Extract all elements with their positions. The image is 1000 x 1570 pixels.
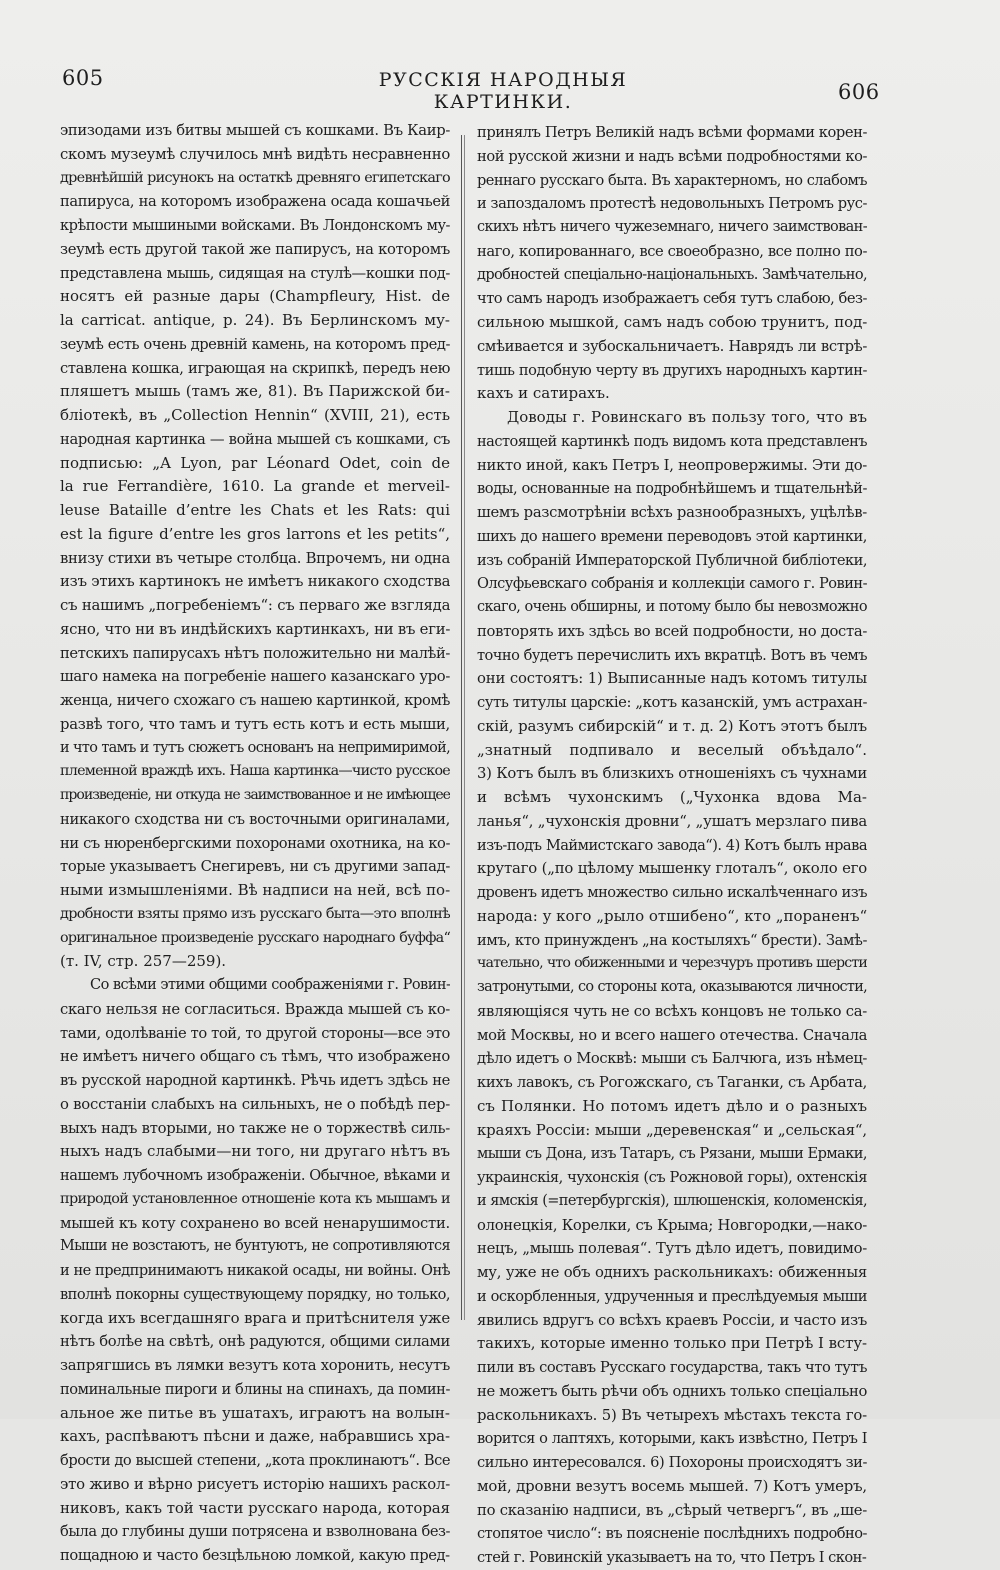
text-line: кихъ лавокъ, съ Рогожскаго, съ Таганки, съ Арбата, <box>477 1074 867 1091</box>
text-line: смѣивается и зубоскальничаетъ. Наврядъ ли встрѣ- <box>477 337 867 355</box>
text-line: мой, дровни везутъ восемь мышей. 7) Котъ умеръ, <box>477 1476 867 1495</box>
text-line: древнѣйшій рисунокъ на остаткѣ древняго египетскаго <box>60 169 450 186</box>
text-line: дробностей спеціально-національныхъ. Замѣчательно, <box>477 266 867 283</box>
text-line: мой Москвы, но и всего нашего отечества. Сначала <box>477 1026 867 1044</box>
text-line: женца, ничего схожаго съ нашею картинкой, кромѣ <box>60 692 450 709</box>
text-line: и запоздаломъ протестѣ недовольныхъ Петромъ рус- <box>477 195 867 213</box>
text-line: нѣтъ болѣе на свѣтѣ, онѣ радуются, общими силами <box>60 1333 450 1351</box>
text-line: носятъ ей разные дары (Champfleury, Hist. de <box>60 287 450 306</box>
column-divider <box>461 135 462 1320</box>
text-line: раскольникахъ. 5) Въ четырехъ мѣстахъ текста го- <box>477 1405 867 1424</box>
text-line: ной русской жизни и надъ всѣми подробностями ко- <box>477 147 867 165</box>
text-line: сильною мышкой, самъ надъ собою трунитъ, под- <box>477 313 867 331</box>
text-line: ворится о лаптяхъ, которыми, какъ извѣстно, Петръ I <box>477 1430 867 1448</box>
page-number-right: 606 <box>838 80 880 104</box>
text-line: это живо и вѣрно рисуетъ исторію нашихъ раскол- <box>60 1474 450 1493</box>
text-line: принялъ Петръ Великій надъ всѣми формами корен- <box>477 124 867 141</box>
text-line: нашемъ лубочномъ изображеніи. Обычное, вѣками и <box>60 1167 450 1184</box>
text-line: Мыши не возстаютъ, не бунтуютъ, не сопротивляются <box>60 1238 450 1255</box>
text-line: скихъ нѣтъ ничего чужеземнаго, ничего заимствован- <box>477 219 867 235</box>
text-line: Доводы г. Ровинскаго въ пользу того, что въ <box>507 408 867 426</box>
text-line: la carricat. antique, p. 24). Въ Берлинскомъ му- <box>60 311 450 329</box>
text-line: скаго, очень обширны, и потому было бы невозможно <box>477 599 867 615</box>
text-line: му, уже не объ однихъ раскольникахъ: обиженныя <box>477 1264 867 1281</box>
text-line: природой установленное отношеніе кота къ мышамъ и <box>60 1190 450 1207</box>
text-line: украинскія, чухонскія (съ Рожновой горы), охтенскія <box>477 1169 867 1186</box>
text-line: олонецкія, Корелки, съ Крыма; Новгородки,—нако- <box>477 1216 867 1234</box>
text-line: не имѣетъ ничего общаго съ тѣмъ, что изображено <box>60 1048 450 1066</box>
text-line: ясно, что ни въ индѣйскихъ картинкахъ, ни въ еги- <box>60 619 450 638</box>
text-line: поминальные пироги и блины на спинахъ, да помин- <box>60 1380 450 1398</box>
text-line: никовъ, какъ той части русскаго народа, которая <box>60 1498 450 1517</box>
text-line: la rue Ferrandière, 1610. La grande et merveil- <box>60 477 450 496</box>
text-line: произведеніе, ни откуда не заимствованное и не имѣющее <box>60 787 450 803</box>
text-line: вполнѣ покорны существующему порядку, но только, <box>60 1285 450 1303</box>
text-line: изъ-подъ Маймистскаго завода“). 4) Котъ былъ нрава <box>477 836 867 854</box>
text-line: скомъ музеумѣ случилось мнѣ видѣть несравненно <box>60 145 450 163</box>
text-line: подписью: „A Lyon, par Léonard Odet, coin de <box>60 453 450 472</box>
text-line: о восстаніи слабыхъ на сильныхъ, не о побѣдѣ пер- <box>60 1094 450 1113</box>
text-line: торые указываетъ Снегиревъ, ни съ другими запад- <box>60 858 450 876</box>
text-line: дровенъ идетъ множество сильно искалѣченнаго изъ <box>477 884 867 901</box>
right-column <box>477 121 867 1570</box>
left-column <box>60 119 450 1568</box>
text-line: и не предпринимаютъ никакой осады, ни войны. Онѣ <box>60 1262 450 1279</box>
text-line: изъ собраній Императорской Публичной библіотеки, <box>477 551 867 569</box>
text-line: Олсуфьевскаго собранія и коллекціи самого г. Ровин- <box>477 575 867 593</box>
text-line: ныхъ надъ слабыми—ни того, ни другаго нѣтъ въ <box>60 1142 450 1161</box>
text-line: внизу стихи въ четыре столбца. Впрочемъ, ни одна <box>60 549 450 567</box>
text-line: дѣло идетъ о Москвѣ: мыши съ Балчюга, изъ нѣмец- <box>477 1050 867 1068</box>
text-line: народная картинка — война мышей съ кошками, съ <box>60 430 450 448</box>
text-line: развѣ того, что тамъ и тутъ есть котъ и есть мыши, <box>60 715 450 733</box>
text-line: мыши съ Дона, изъ Татаръ, съ Рязани, мыши Ермаки, <box>477 1145 867 1163</box>
text-line: папируса, на которомъ изображена осада кошачьей <box>60 193 450 211</box>
text-line: повторять ихъ здѣсь во всей подробности, но доста- <box>477 622 867 640</box>
text-line: никакого сходства ни съ восточными оригиналами, <box>60 810 450 828</box>
text-line: est la figure d’entre les gros larrons et les petits“, <box>60 524 450 543</box>
text-line: leuse Bataille d’entre les Chats et les Rats: qui <box>60 501 450 519</box>
text-line: по сказанію надписи, въ „сѣрый четвергъ“, въ „ше- <box>477 1501 867 1519</box>
text-line: сильно интересовался. 6) Похороны происходятъ зи- <box>477 1454 867 1471</box>
text-line: затронутыми, со стороны кота, оказываются личности, <box>477 979 867 995</box>
text-line: шихъ до нашего времени переводовъ этой картинки, <box>477 527 867 545</box>
text-line: краяхъ Россіи: мыши „деревенская“ и „сельская“, <box>477 1120 867 1139</box>
text-line: воды, основанные на подробнѣйшемъ и тщательнѣй- <box>477 480 867 498</box>
text-line: и что тамъ и тутъ сюжетъ основанъ на непримиримой, <box>60 739 450 756</box>
text-line: чательно, что обиженными и черезчуръ противъ шерсти <box>477 955 867 972</box>
text-line: племенной враждѣ ихъ. Наша картинка—чисто русское <box>60 763 450 780</box>
column-divider-inner <box>464 135 465 1320</box>
text-line: изъ этихъ картинокъ не имѣетъ никакого сходства <box>60 572 450 591</box>
text-line: пощадною и часто безцѣльною ломкой, какую пред- <box>60 1547 450 1564</box>
text-line: ни съ нюренбергскими похоронами охотника, на ко- <box>60 834 450 852</box>
text-line: была до глубины души потрясена и взволнована без- <box>60 1523 450 1541</box>
text-line: петскихъ папирусахъ нѣтъ положительно ни малѣй- <box>60 644 450 662</box>
text-line: и всѣмъ чухонскимъ („Чухонка вдова Ма- <box>477 788 867 806</box>
text-line: Со всѣми этими общими соображеніями г. Ровин- <box>90 977 450 993</box>
text-line: тами, одолѣваніе то той, то другой стороны—все это <box>60 1024 450 1042</box>
text-line: шемъ разсмотрѣніи всѣхъ разнообразныхъ, уцѣлѣв- <box>477 504 867 521</box>
text-line: скій, разумъ сибирскій“ и т. д. 2) Котъ этотъ былъ <box>477 716 867 735</box>
text-line: ставлена кошка, играющая на скрипкѣ, передъ нею <box>60 359 450 377</box>
text-line: зеумѣ есть другой такой же папирусъ, на которомъ <box>60 240 450 258</box>
text-line: брости до высшей степени, „кота проклинаютъ“. Все <box>60 1452 450 1469</box>
text-line: выхъ надъ вторыми, но также не о торжествѣ силь- <box>60 1119 450 1137</box>
text-line: народа: у кого „рыло отшибено“, кто „пораненъ“ <box>477 906 867 925</box>
text-line: реннаго русскаго быта. Въ характерномъ, но слабомъ <box>477 171 867 189</box>
text-line: скаго нельзя не согласиться. Вражда мышей съ ко- <box>60 1000 450 1018</box>
text-line: съ Полянки. Но потомъ идетъ дѣло и о разныхъ <box>477 1096 867 1115</box>
text-line: кахъ и сатирахъ. <box>477 384 610 403</box>
text-line: зеумѣ есть очень древній камень, на которомъ пред- <box>60 335 450 353</box>
text-line: пили въ составъ Русскаго государства, такъ что тутъ <box>477 1359 867 1376</box>
text-line: оригинальное произведеніе русскаго народнаго буффа“ <box>60 929 450 946</box>
text-line: пляшетъ мышь (тамъ же, 81). Въ Парижской би- <box>60 382 450 401</box>
text-line: въ русской народной картинкѣ. Рѣчь идетъ здѣсь не <box>60 1072 450 1089</box>
text-line: и оскорбленныя, удрученныя и преслѣдуемыя мыши <box>477 1287 867 1305</box>
text-line: крутаго („по цѣлому мышенку глоталъ“, около его <box>477 859 867 878</box>
text-line: крѣпости мышиными войсками. Въ Лондонскомъ му- <box>60 217 450 234</box>
text-line: такихъ, которые именно только при Петрѣ I всту- <box>477 1334 867 1353</box>
text-line: бліотекѣ, въ „Collection Hennin“ (XVIII, 21), есть <box>60 406 450 424</box>
text-line: альное же питье въ ушатахъ, играютъ на волын- <box>60 1403 450 1422</box>
running-title: РУССКІЯ НАРОДНЫЯ КАРТИНКИ. <box>378 69 628 113</box>
text-line: явились вдругъ со всѣхъ краевъ Россіи, и часто изъ <box>477 1311 867 1329</box>
text-line: настоящей картинкѣ подъ видомъ кота представленъ <box>477 432 867 450</box>
text-line: стопятое число“: въ поясненіе послѣднихъ подробно- <box>477 1525 867 1543</box>
text-line: ными измышленіями. Вѣ надписи на ней, всѣ по- <box>60 881 450 899</box>
text-line: и ямскія (=петербургскія), шлюшенскія, коломенскія, <box>477 1192 867 1209</box>
text-line: съ нашимъ „погребеніемъ“: съ перваго же взгляда <box>60 596 450 614</box>
text-line: эпизодами изъ битвы мышей съ кошками. Въ Каир- <box>60 122 450 139</box>
text-line: они состоятъ: 1) Выписанные надъ котомъ титулы <box>477 669 867 688</box>
text-line: кахъ, распѣваютъ пѣсни и даже, набравшись хра- <box>60 1427 450 1446</box>
text-line: имъ, кто принужденъ „на костыляхъ“ брести). Замѣ- <box>477 931 867 949</box>
text-line: шаго намека на погребеніе нашего казанскаго уро- <box>60 668 450 686</box>
text-line: точно будетъ перечислить ихъ вкратцѣ. Вотъ въ чемъ <box>477 646 867 664</box>
page-number-left: 605 <box>62 66 104 90</box>
text-line: „знатный подпивало и веселый объѣдало“. <box>477 740 867 759</box>
text-line: что самъ народъ изображаетъ себя тутъ слабою, без- <box>477 290 867 308</box>
text-line: представлена мышь, сидящая на стулѣ—кошки под- <box>60 264 450 282</box>
text-line: ланья“, „чухонскія дровни“, „ушатъ мерзлаго пива <box>477 811 867 830</box>
text-line: суть титулы царскіе: „котъ казанскій, умъ астрахан- <box>477 694 867 711</box>
text-line: не можетъ быть рѣчи объ однихъ только спеціально <box>477 1382 867 1400</box>
text-line: тишь подобную черту въ другихъ народныхъ картин- <box>477 361 867 379</box>
text-line: когда ихъ всегдашняго врага и притѣснителя уже <box>60 1308 450 1327</box>
text-line: наго, копированнаго, все своеобразно, все полно по- <box>477 242 867 260</box>
text-line: являющіяся чуть не со всѣхъ концовъ не только са- <box>477 1002 867 1020</box>
text-line: никто иной, какъ Петръ I, неопровержимы. Эти до- <box>477 456 867 474</box>
text-line: дробности взяты прямо изъ русскаго быта—это вполнѣ <box>60 905 450 922</box>
text-line: запрягшись въ лямки везутъ кота хоронить, несутъ <box>60 1357 450 1374</box>
text-line: 3) Котъ былъ въ близкихъ отношеніяхъ съ чухнами <box>477 765 867 783</box>
text-line: стей г. Ровинскій указываетъ на то, что Петръ I скон- <box>477 1549 867 1566</box>
text-line: (т. IV, стр. 257—259). <box>60 952 227 971</box>
text-line: нецъ, „мышь полевая“. Тутъ дѣло идетъ, повидимо- <box>477 1240 867 1258</box>
text-line: мышей къ коту сохранено во всей ненарушимости. <box>60 1214 450 1232</box>
